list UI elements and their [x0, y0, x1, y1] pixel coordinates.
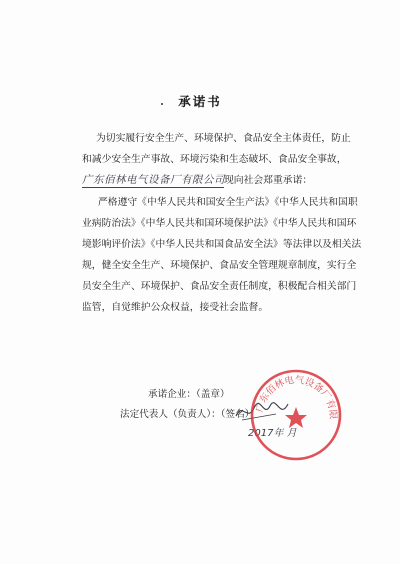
company-name-handwritten: 广东佰林电气设备厂有限公司	[82, 174, 225, 186]
intro-line-1: 为切实履行安全生产、环境保护、食品安全主体责任，防止	[96, 133, 351, 144]
company-seal-stamp	[246, 365, 346, 465]
intro-line-3	[82, 170, 382, 191]
commitment-line: 业病防治法》《中华人民共和国环境保护法》《中华人民共和国环	[82, 218, 357, 229]
svg-text:广东佰林电气设备厂有限公司: 广东佰林电气设备厂有限	[254, 374, 339, 420]
intro-line-2: 和减少安全生产事故、环境污染和生态破坏、食品安全事故，	[82, 154, 347, 165]
intro-line-3-suffix: 现向社会郑重承诺：	[224, 175, 313, 186]
stray-mark	[161, 103, 163, 105]
commitment-paragraph	[82, 192, 382, 318]
date-handwritten: 2017年 月	[248, 428, 297, 439]
company-seal-label: 承诺企业：（盖章）	[148, 389, 230, 400]
legal-rep-label: 法定代表人（负责人）：（签名）	[120, 409, 255, 420]
commitment-line: 严格遵守《中华人民共和国安全生产法》《中华人民共和国职	[98, 197, 358, 208]
commitment-line: 规，健全安全生产、环境保护、食品安全管理规章制度，实行全	[82, 260, 357, 271]
commitment-line: 境影响评价法》《中华人民共和国食品安全法》等法律以及相关法	[82, 239, 362, 250]
commitment-line: 员安全生产、环境保护、食品安全责任制度，积极配合相关部门	[82, 281, 357, 292]
commitment-line: 监管，自觉维护公众权益，接受社会监督。	[82, 302, 269, 313]
intro-paragraph	[82, 128, 382, 191]
document-title: 承诺书	[178, 94, 222, 109]
